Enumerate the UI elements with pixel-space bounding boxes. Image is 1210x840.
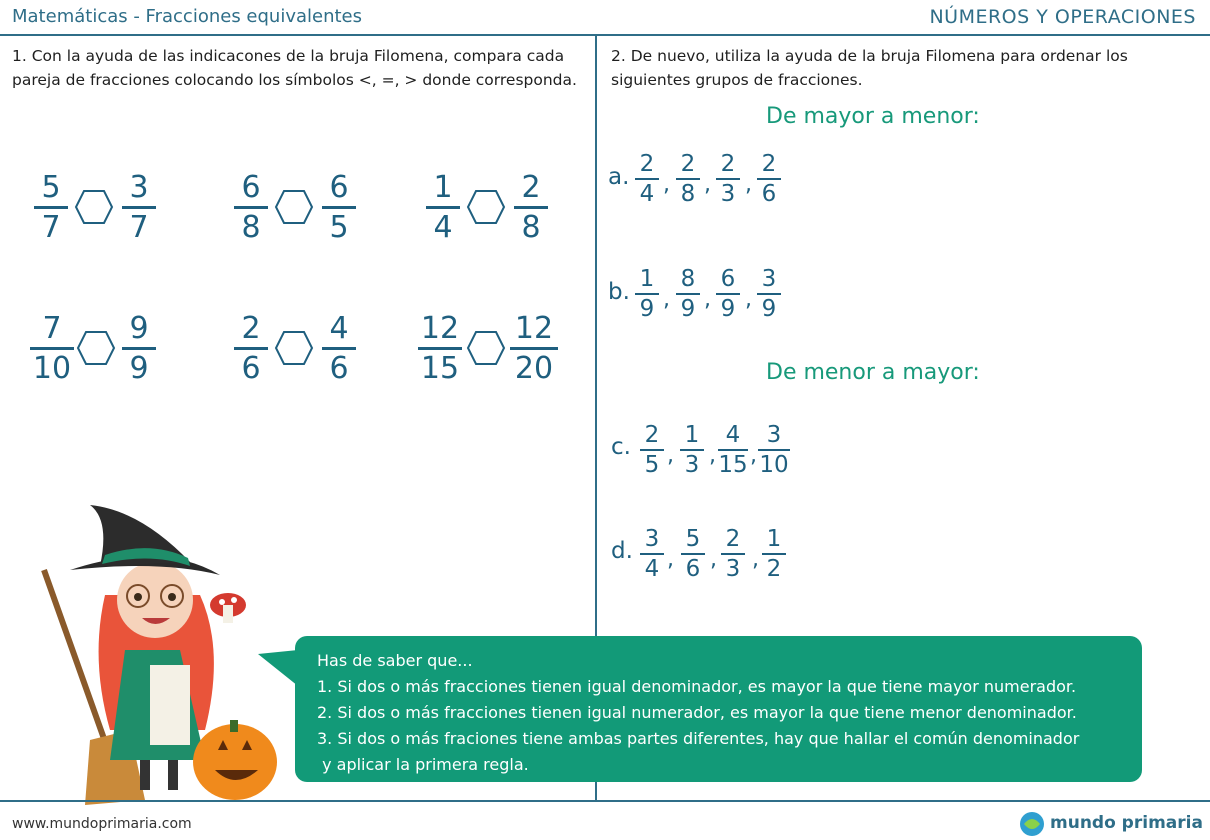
denominator: 3 [720,181,736,207]
fraction-bar [122,206,156,209]
numerator: 5 [41,170,61,205]
fraction-bar [514,206,548,209]
fraction [234,172,268,244]
category-label: NÚMEROS Y OPERACIONES [929,6,1196,28]
fraction [514,172,548,244]
fraction-bar [757,293,781,295]
denominator: 15 [718,452,748,478]
fraction [122,172,156,244]
fraction [418,313,462,385]
fraction [510,313,558,385]
numerator: 5 [685,526,701,552]
tip-text [317,648,1079,778]
separator-comma: , [745,287,752,312]
fraction [716,152,740,206]
fraction [640,527,664,581]
numerator: 2 [761,151,777,177]
exercise1-instruction: 1. Con la ayuda de las indicacones de la bruja Filomena, compara cada pareja de fracciones colocando los símbolos <, =, > donde corresponda. [12,47,577,89]
fraction-bar [676,178,700,180]
fraction [322,172,356,244]
separator-comma: , [663,287,670,312]
denominator: 8 [521,210,541,245]
fraction [234,313,268,385]
fraction [640,423,664,477]
fraction-bar [510,347,558,350]
numerator: 2 [639,151,655,177]
numerator: 2 [644,422,660,448]
group-label: d. [611,538,633,564]
fraction-bar [322,206,356,209]
brand-name: mundo primaria [1050,813,1203,833]
separator-comma: , [704,172,711,197]
denominator: 9 [639,296,655,322]
fraction [681,527,705,581]
fraction-bar [640,553,664,555]
page-title: Matemáticas - Fracciones equivalentes [12,6,363,27]
denominator: 8 [241,210,261,245]
fraction [757,267,781,321]
denominator: 5 [329,210,349,245]
fraction [676,267,700,321]
denominator: 9 [761,296,777,322]
denominator: 6 [241,351,261,386]
denominator: 6 [685,556,701,582]
fraction-bar [426,206,460,209]
denominator: 3 [725,556,741,582]
denominator: 15 [420,351,460,386]
fraction-bar [681,553,705,555]
numerator: 8 [680,266,696,292]
tip-line: y aplicar la primera regla. [317,755,529,774]
numerator: 2 [720,151,736,177]
numerator: 3 [129,170,149,205]
fraction-bar [635,293,659,295]
group-label: a. [608,164,630,190]
fraction-bar [676,293,700,295]
fraction-bar [680,449,704,451]
separator-comma: , [667,443,674,468]
comparison-hexagon[interactable] [74,189,114,225]
fraction-bar [635,178,659,180]
footer-url[interactable]: www.mundoprimaria.com [12,816,192,832]
fraction [635,152,659,206]
numerator: 9 [129,311,149,346]
speech-bubble-tail [258,650,298,690]
footer-divider [0,800,1210,802]
denominator: 4 [639,181,655,207]
numerator: 6 [720,266,736,292]
fraction-bar [322,347,356,350]
fraction-bar [234,347,268,350]
comparison-hexagon[interactable] [274,330,314,366]
denominator: 4 [644,556,660,582]
numerator: 6 [241,170,261,205]
tip-line: 1. Si dos o más fracciones tienen igual denominador, es mayor la que tiene mayor numerador. [317,677,1077,696]
tip-line: 3. Si dos o más fraciones tiene ambas partes diferentes, hay que hallar el común denominador [317,729,1080,748]
separator-comma: , [709,443,716,468]
denominator: 10 [32,351,72,386]
numerator: 3 [761,266,777,292]
denominator: 3 [684,452,700,478]
fraction [762,527,786,581]
heading-asc: De menor a mayor: [766,360,980,385]
separator-comma: , [710,547,717,572]
fraction-bar [30,347,74,350]
numerator: 1 [639,266,655,292]
separator-comma: , [704,287,711,312]
denominator: 9 [129,351,149,386]
denominator: 8 [680,181,696,207]
group-label: c. [611,434,631,460]
numerator: 4 [329,311,349,346]
fraction-bar [716,178,740,180]
numerator: 1 [433,170,453,205]
comparison-hexagon[interactable] [466,189,506,225]
fraction [426,172,460,244]
separator-comma: , [667,547,674,572]
numerator: 1 [766,526,782,552]
fraction [635,267,659,321]
denominator: 6 [761,181,777,207]
denominator: 20 [514,351,554,386]
fraction [680,423,704,477]
denominator: 9 [680,296,696,322]
tip-bubble [295,636,1142,782]
numerator: 12 [514,311,554,346]
separator-comma: , [745,172,752,197]
denominator: 7 [41,210,61,245]
fraction-bar [418,347,462,350]
witch-illustration [30,500,290,810]
fraction-bar [758,449,790,451]
fraction [322,313,356,385]
numerator: 3 [644,526,660,552]
fraction-bar [757,178,781,180]
numerator: 3 [766,422,782,448]
fraction-bar [716,293,740,295]
denominator: 2 [766,556,782,582]
numerator: 1 [684,422,700,448]
tip-line: 2. Si dos o más fracciones tienen igual numerador, es mayor la que tiene menor denominador. [317,703,1077,722]
brand-logo-icon [1018,810,1046,838]
fraction-bar [718,449,748,451]
fraction-bar [762,553,786,555]
fraction [721,527,745,581]
numerator: 12 [420,311,460,346]
numerator: 6 [329,170,349,205]
group-label: b. [608,279,630,305]
tip-line: Has de saber que... [317,651,473,670]
numerator: 7 [42,311,62,346]
exercise2-instruction: 2. De nuevo, utiliza la ayuda de la bruja Filomena para ordenar los siguientes grupos de fracciones. [611,47,1128,89]
fraction-bar [34,206,68,209]
denominator: 5 [644,452,660,478]
separator-comma: , [663,172,670,197]
fraction [718,423,748,477]
fraction [34,172,68,244]
separator-comma: , [752,547,759,572]
denominator: 9 [720,296,736,322]
numerator: 2 [521,170,541,205]
header-divider [0,34,1210,36]
fraction-bar [234,206,268,209]
fraction [676,152,700,206]
fraction-bar [122,347,156,350]
fraction [758,423,790,477]
numerator: 2 [680,151,696,177]
numerator: 4 [725,422,741,448]
fraction [716,267,740,321]
fraction [757,152,781,206]
comparison-hexagon[interactable] [274,189,314,225]
fraction [122,313,156,385]
comparison-hexagon[interactable] [466,330,506,366]
numerator: 2 [241,311,261,346]
denominator: 7 [129,210,149,245]
denominator: 10 [759,452,789,478]
comparison-hexagon[interactable] [76,330,116,366]
fraction [30,313,74,385]
denominator: 6 [329,351,349,386]
fraction-bar [721,553,745,555]
numerator: 2 [725,526,741,552]
separator-comma: , [750,443,757,468]
fraction-bar [640,449,664,451]
heading-desc: De mayor a menor: [766,104,980,129]
denominator: 4 [433,210,453,245]
